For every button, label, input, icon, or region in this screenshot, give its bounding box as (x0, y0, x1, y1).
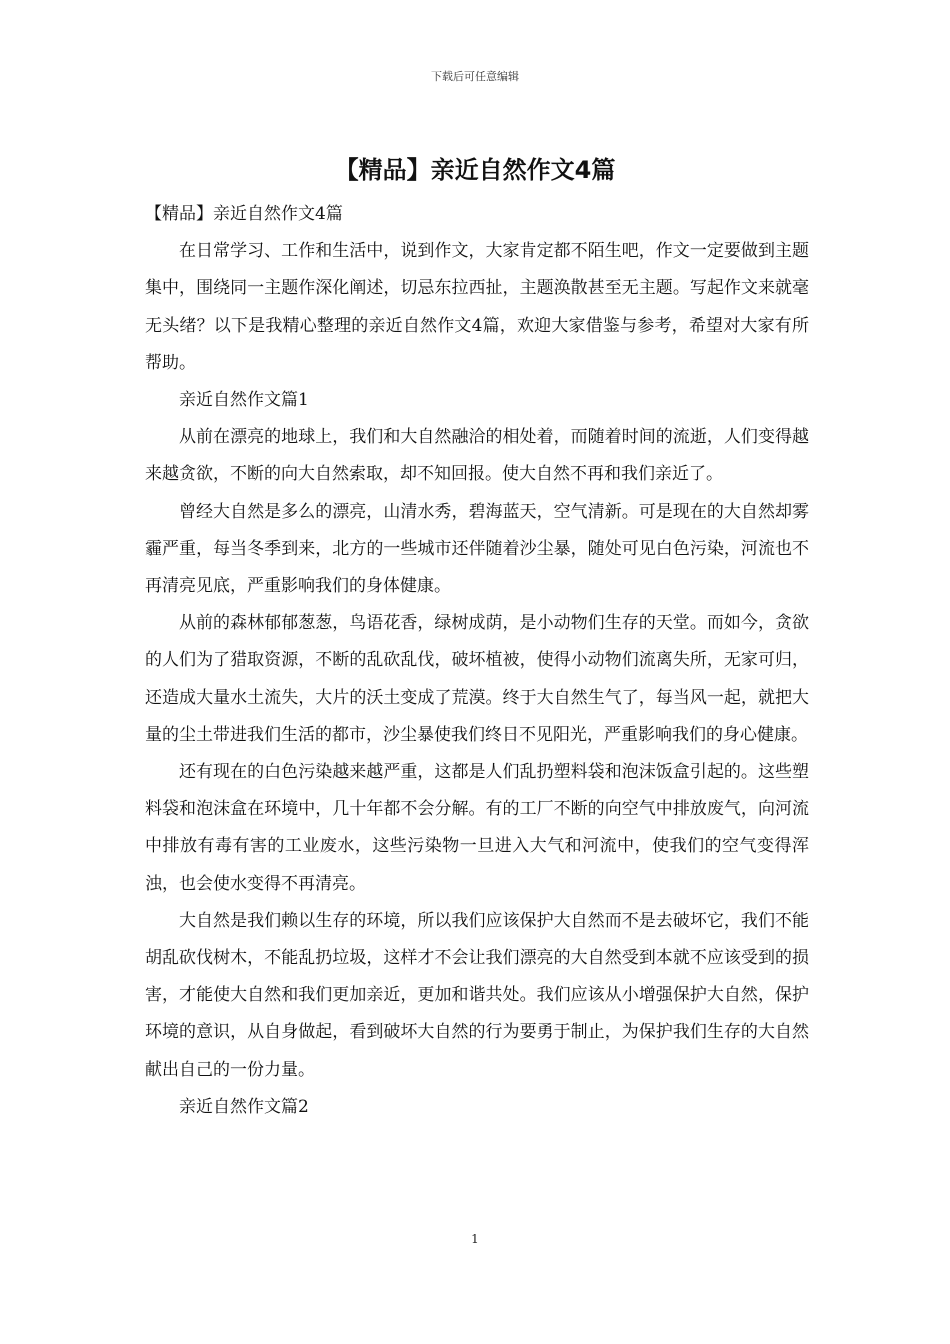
intro-paragraph: 在日常学习、工作和生活中，说到作文，大家肯定都不陌生吧，作文一定要做到主题集中，围绕同一主题作深化阐述，切忌东拉西扯，主题涣散甚至无主题。写起作文来就毫无头绪？以下是我精心整理的亲近自然作文4篇，欢迎大家借鉴与参考，希望对大家有所帮助。 (145, 241, 809, 373)
subtitle-line: 【精品】亲近自然作文4篇 (145, 204, 343, 224)
body-paragraph: 从前的森林郁郁葱葱，鸟语花香，绿树成荫，是小动物们生存的天堂。而如今，贪欲的人们为了猎取资源，不断的乱砍乱伐，破坏植被，使得小动物们流离失所，无家可归，还造成大量水土流失，大片的沃土变成了荒漠。终于大自然生气了，每当风一起，就把大量的尘土带进我们生活的都市，沙尘暴使我们终日不见阳光，严重影响我们的身心健康。 (145, 613, 809, 745)
header-note: 下载后可任意编辑 (431, 70, 519, 83)
body-paragraph: 大自然是我们赖以生存的环境，所以我们应该保护大自然而不是去破坏它，我们不能胡乱砍伐树木，不能乱扔垃圾，这样才不会让我们漂亮的大自然受到本就不应该受到的损害，才能使大自然和我们更加亲近，更加和谐共处。我们应该从小增强保护大自然，保护环境的意识，从自身做起，看到破坏大自然的行为要勇于制止，为保护我们生存的大自然献出自己的一份力量。 (145, 910, 809, 1080)
page-number: 1 (471, 1232, 479, 1246)
body-paragraph: 还有现在的白色污染越来越严重，这都是人们乱扔塑料袋和泡沫饭盒引起的。这些塑料袋和泡沫盒在环境中，几十年都不会分解。有的工厂不断的向空气中排放废气，向河流中排放有毒有害的工业废水，这些污染物一旦进入大气和河流中，使我们的空气变得浑浊，也会使水变得不再清亮。 (145, 762, 809, 894)
section-heading-1: 亲近自然作文篇1 (179, 390, 309, 411)
body-paragraph: 从前在漂亮的地球上，我们和大自然融洽的相处着，而随着时间的流逝，人们变得越来越贪欲，不断的向大自然索取，却不知回报。使大自然不再和我们亲近了。 (145, 427, 809, 485)
document-body (145, 196, 809, 1126)
document-title: 【精品】亲近自然作文4篇 (334, 156, 616, 184)
body-paragraph: 曾经大自然是多么的漂亮，山清水秀，碧海蓝天，空气清新。可是现在的大自然却雾霾严重，每当冬季到来，北方的一些城市还伴随着沙尘暴，随处可见白色污染，河流也不再清亮见底，严重影响我们的身体健康。 (145, 501, 809, 597)
section-heading-2: 亲近自然作文篇2 (179, 1096, 309, 1117)
